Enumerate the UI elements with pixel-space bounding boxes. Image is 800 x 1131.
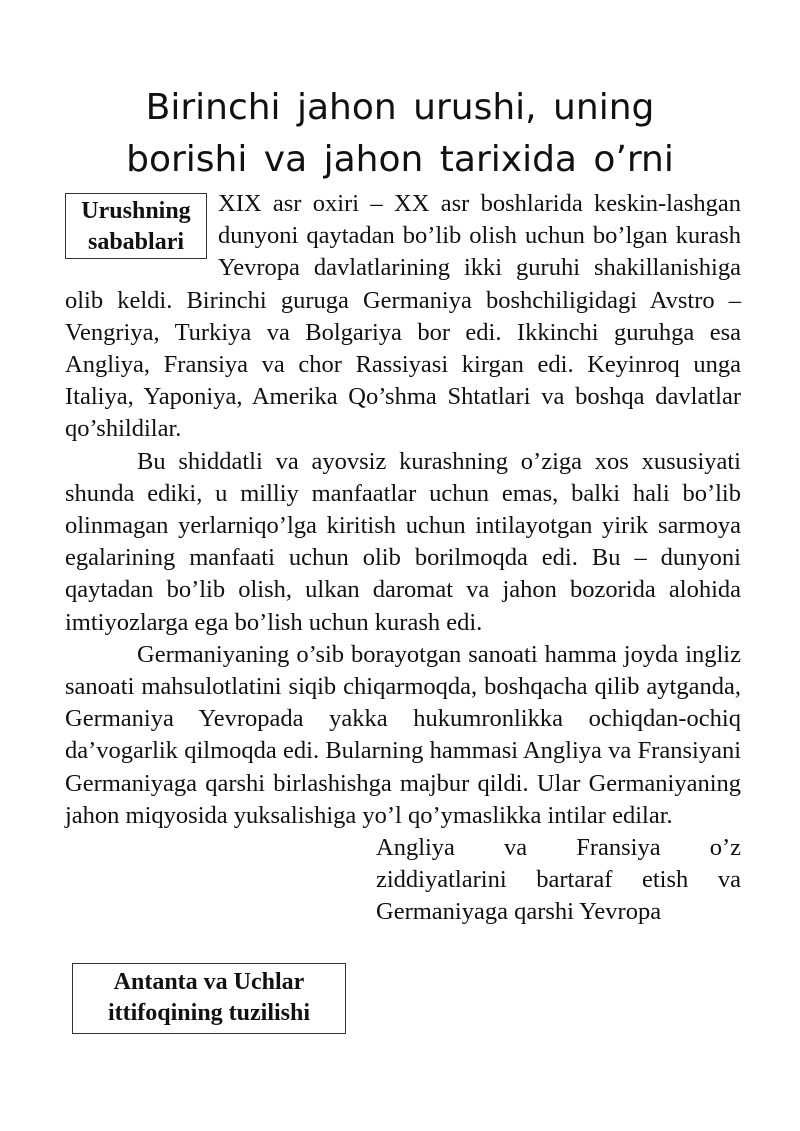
paragraph-3: Germaniyaning o’sib borayotgan sanoati hamma joyda ingliz sanoati mahsulotlatini siqib chiqarmoqda, boshqacha qilib aytganda, Germaniya Yevropada yakka hukumronlikka ochiqdan-ochiq da’vogarlik qilmoqda edi. Bularning hammasi Angliya va Fransiyani Germaniyaga qarshi birlashishga majbur qildi. Ular Germaniyaning jahon miqyosida yuksalishiga yo’l qo’ymaslikka intilar edilar. <box>65 640 741 829</box>
paragraph-1: XIX asr oxiri – XX asr boshlarida keskin-lashgan dunyoni qaytadan bo’lib olish uchun bo’lgan kurash Yevropa davlatlarining ikki guruhi shakillanishiga olib keldi. Birinchi guruga Germaniya boshchiligidagi Avstro – Vengriya, Turkiya va Bolgariya bor edi. Ikkinchi guruhga esa Angliya, Fransiya va chor Rassiyasi kirgan edi. Keyinroq unga Italiya, Yaponiya, Amerika Qo’shma Shtatlari va boshqa davlatlar qo’shildilar. <box>65 190 741 443</box>
title-line-2: borishi va jahon tarixida o’rni <box>126 139 674 180</box>
page-title <box>0 82 800 186</box>
body-text <box>65 188 741 942</box>
title-line-1: Birinchi jahon urushi, uning <box>145 87 655 128</box>
side-heading-line: ittifoqining tuzilishi <box>107 1000 311 1026</box>
side-heading-line: Urushning <box>81 198 191 224</box>
side-heading-line: Antanta va Uchlar <box>113 969 305 995</box>
box-spacer <box>65 832 376 942</box>
paragraph-2: Bu shiddatli va ayovsiz kurashning o’ziga xos xususiyati shunda ediki, u milliy manfaatlar uchun emas, balki hali bo’lib olinmagan yerlarniqo’lga kiritish uchun intilayotgan yirik sarmoya egalarining manfaati uchun olib borilmoqda edi. Bu – dunyoni qaytadan bo’lib olish, ulkan daromat va jahon bozorida alohida imtiyozlarga ega bo’lish uchun kurash edi. <box>65 447 741 636</box>
paragraph-4: Angliya va Fransiya o’z ziddiyatlarini bartaraf etish va Germaniyaga qarshi Yevropa <box>376 834 741 926</box>
box-spacer <box>65 188 218 284</box>
side-heading-box-alliances <box>72 963 346 1034</box>
side-heading-line: sabablari <box>87 229 185 255</box>
